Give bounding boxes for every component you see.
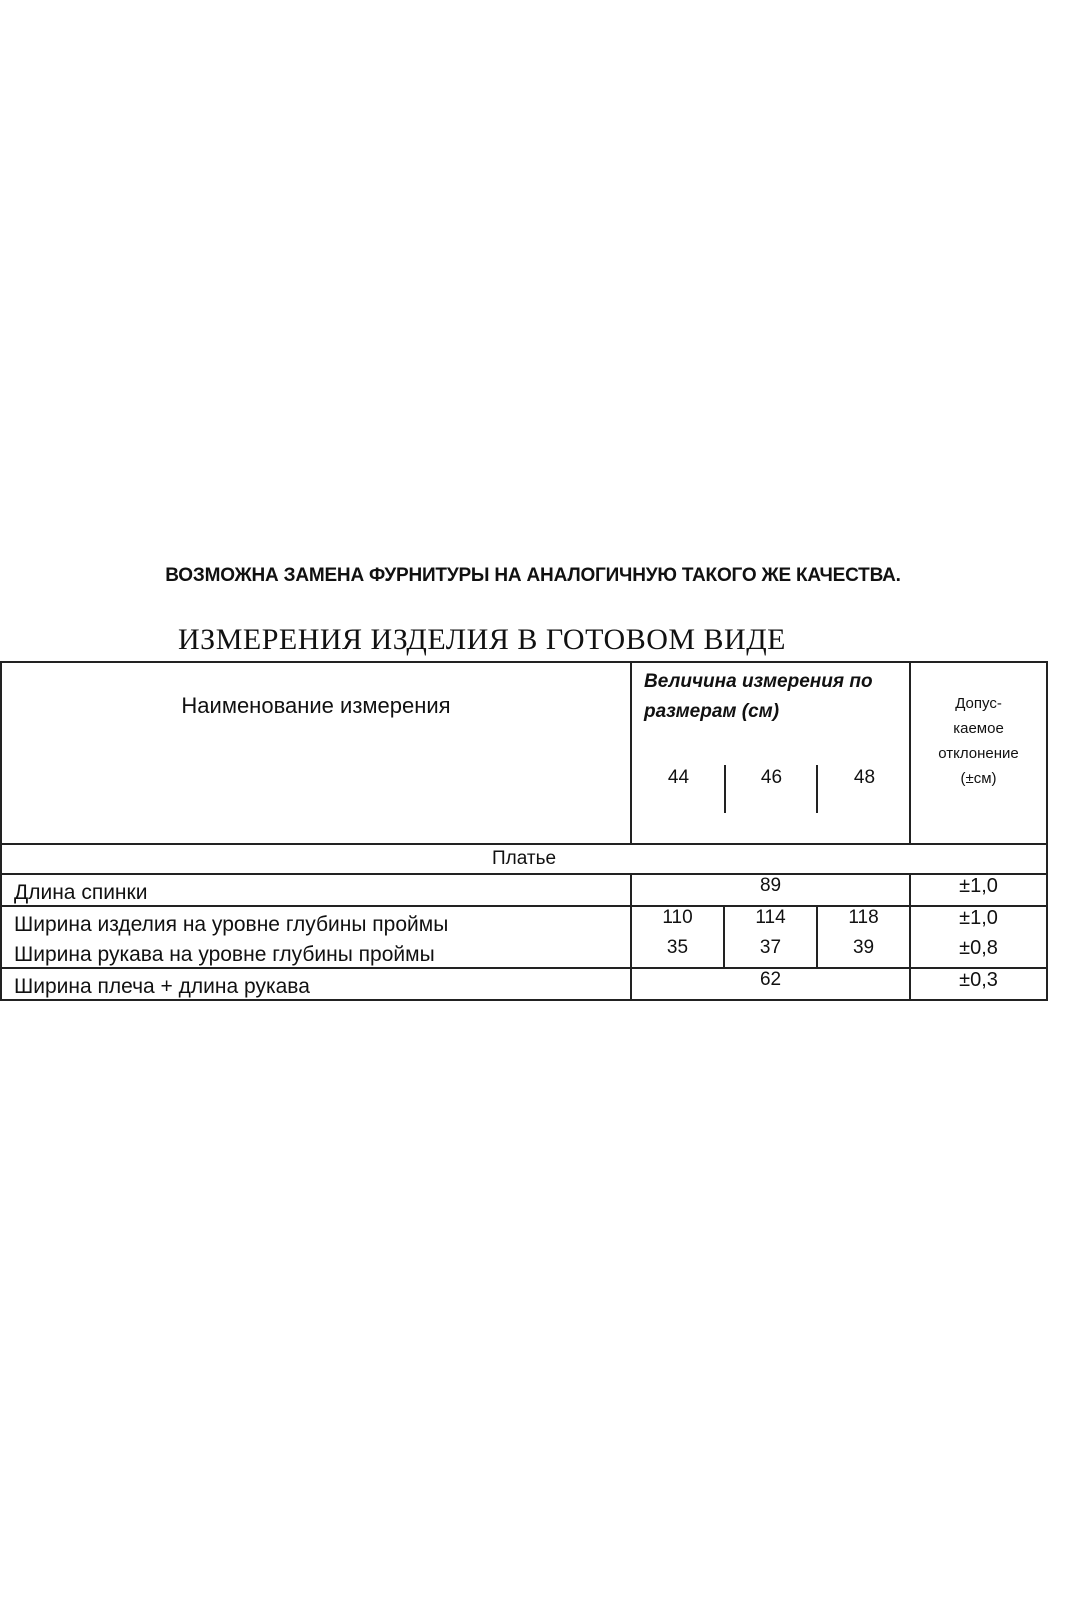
- table-row: [1, 906, 1047, 937]
- measure-tolerance: ±0,3: [910, 968, 1047, 1000]
- measure-tolerance: ±1,0: [910, 906, 1047, 937]
- measure-tolerance: ±1,0: [910, 874, 1047, 906]
- table-row: [1, 968, 1047, 1000]
- measure-name: Ширина плеча + длина рукава: [1, 968, 631, 1000]
- table-row: [1, 937, 1047, 968]
- measure-name: Длина спинки: [1, 874, 631, 906]
- measure-name: Ширина изделия на уровне глубины проймы: [1, 906, 631, 937]
- measure-value: 118: [817, 906, 910, 937]
- tolerance-header-line: (±см): [960, 770, 997, 787]
- size-48-header: 48: [853, 767, 876, 788]
- measure-value: 89: [631, 874, 910, 906]
- table-header-row: [1, 662, 1047, 844]
- size-46-header: 46: [760, 767, 783, 788]
- document-title: ИЗМЕРЕНИЯ ИЗДЕЛИЯ В ГОТОВОМ ВИДЕ: [178, 623, 787, 656]
- size-44-header: 44: [667, 767, 690, 788]
- measurements-table: [0, 661, 1048, 1001]
- measure-value: 35: [631, 937, 724, 968]
- measure-tolerance: ±0,8: [910, 937, 1047, 968]
- measure-value: 114: [724, 906, 817, 937]
- measure-value: 37: [724, 937, 817, 968]
- header-tolerance-column: [910, 662, 1047, 844]
- header-name-column: Наименование измерения: [1, 662, 631, 844]
- header-sizes-column: [631, 662, 910, 844]
- measure-value: 62: [631, 968, 910, 1000]
- notice-text: ВОЗМОЖНА ЗАМЕНА ФУРНИТУРЫ НА АНАЛОГИЧНУЮ ТАКОГО ЖЕ КАЧЕСТВА.: [165, 565, 901, 586]
- table-row: [1, 874, 1047, 906]
- measure-name: Ширина рукава на уровне глубины проймы: [1, 937, 631, 968]
- section-row: [1, 844, 1047, 874]
- measure-value: 110: [631, 906, 724, 937]
- tolerance-header-line: отклонение: [938, 745, 1019, 762]
- measure-value: 39: [817, 937, 910, 968]
- tolerance-header-line: каемое: [953, 720, 1004, 737]
- header-sizes-label: Величина измерения по размерам (см): [644, 671, 873, 722]
- tolerance-header-line: Допус-: [955, 695, 1002, 712]
- section-label: Платье: [1, 844, 1047, 874]
